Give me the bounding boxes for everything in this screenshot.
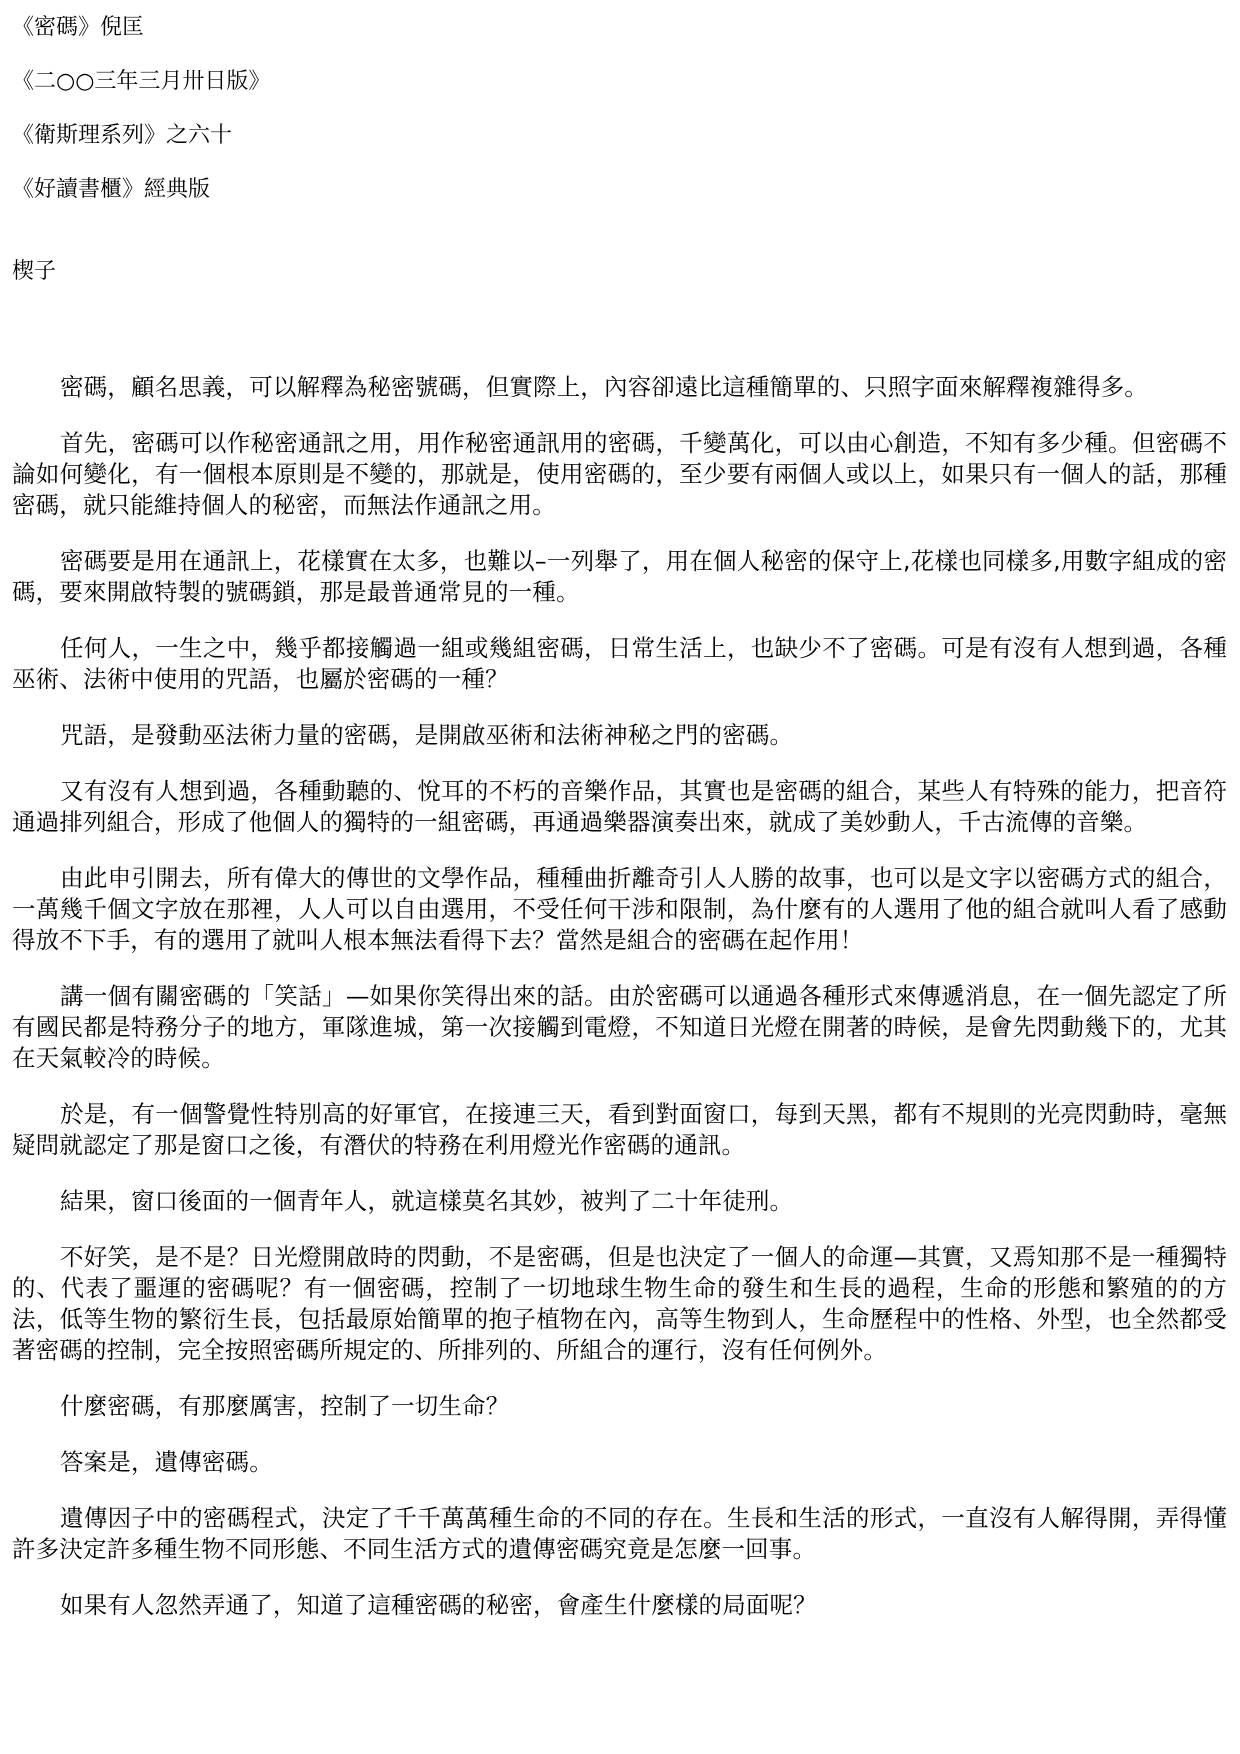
paragraph: 不好笑，是不是？日光燈開啟時的閃動，不是密碼，但是也決定了一個人的命運—其實，又焉知那不是一種獨特的、代表了噩運的密碼呢？有一個密碼，控制了一切地球生物生命的發生和生長的過程，生命的形態和繁殖的的方法，低等生物的繁衍生長，包括最原始簡單的抱子植物在內，高等生物到人，生命歷程中的性格、外型，也全然都受著密碼的控制，完全按照密碼所規定的、所排列的、所組合的運行，沒有任何例外。 bbox=[12, 1243, 1227, 1364]
collection-line: 《好讀書櫃》經典版 bbox=[12, 177, 211, 202]
edition-date-line: 《二○○三年三月卅日版》 bbox=[12, 69, 271, 94]
paragraph: 密碼要是用在通訊上，花樣實在太多，也難以–一列舉了，用在個人秘密的保守上,花樣也同樣多,用數字組成的密碼，要來開啟特製的號碼鎖，那是最普通常見的一種。 bbox=[12, 547, 1227, 606]
chapter-title: 楔子 bbox=[12, 259, 57, 284]
paragraph: 答案是，遺傳密碼。 bbox=[60, 1448, 273, 1476]
paragraph: 什麼密碼，有那麼厲害，控制了一切生命？ bbox=[60, 1392, 510, 1420]
paragraph: 如果有人忽然弄通了，知道了這種密碼的秘密，會產生什麼樣的局面呢？ bbox=[60, 1591, 817, 1619]
paragraph: 任何人，一生之中，幾乎都接觸過一組或幾組密碼，日常生活上，也缺少不了密碼。可是有沒有人想到過，各種巫術、法術中使用的咒語，也屬於密碼的一種？ bbox=[12, 634, 1227, 693]
paragraph: 結果，窗口後面的一個青年人，就這樣莫名其妙，被判了二十年徒刑。 bbox=[60, 1187, 794, 1215]
paragraph: 講一個有關密碼的「笑話」—如果你笑得出來的話。由於密碼可以通過各種形式來傳遞消息，在一個先認定了所有國民都是特務分子的地方，軍隊進城，第一次接觸到電燈，不知道日光燈在開著的時候，是會先閃動幾下的，尤其在天氣較冷的時候。 bbox=[12, 982, 1227, 1072]
paragraph: 於是，有一個警覺性特別高的好軍官，在接連三天，看到對面窗口，每到天黑，都有不規則的光亮閃動時，毫無疑問就認定了那是窗口之後，有潛伏的特務在利用燈光作密碼的通訊。 bbox=[12, 1100, 1227, 1159]
paragraph: 密碼，顧名思義，可以解釋為秘密號碼，但實際上，內容卻遠比這種簡單的、只照字面來解釋複雜得多。 bbox=[60, 373, 1148, 401]
paragraph: 咒語，是發動巫法術力量的密碼，是開啟巫術和法術神秘之門的密碼。 bbox=[60, 721, 794, 749]
paragraph: 又有沒有人想到過，各種動聽的、悅耳的不朽的音樂作品，其實也是密碼的組合，某些人有特殊的能力，把音符通過排列組合，形成了他個人的獨特的一組密碼，再通過樂器演奏出來，就成了美妙動人，千古流傳的音樂。 bbox=[12, 777, 1227, 836]
paragraph: 首先，密碼可以作秘密通訊之用，用作秘密通訊用的密碼，千變萬化，可以由心創造，不知有多少種。但密碼不論如何變化，有一個根本原則是不變的，那就是，使用密碼的，至少要有兩個人或以上，如果只有一個人的話，那種密碼，就只能維持個人的秘密，而無法作通訊之用。 bbox=[12, 429, 1227, 519]
body-text bbox=[12, 372, 1227, 1646]
book-title-line: 《密碼》倪匡 bbox=[12, 15, 145, 40]
paragraph: 遺傳因子中的密碼程式，決定了千千萬萬種生命的不同的存在。生長和生活的形式，一直沒有人解得開，弄得懂許多決定許多種生物不同形態、不同生活方式的遺傳密碼究竟是怎麼一回事。 bbox=[12, 1504, 1227, 1563]
series-line: 《衛斯理系列》之六十 bbox=[12, 123, 233, 148]
paragraph: 由此申引開去，所有偉大的傳世的文學作品，種種曲折離奇引人人勝的故事，也可以是文字以密碼方式的組合，一萬幾千個文字放在那裡，人人可以自由選用，不受任何干涉和限制，為什麼有的人選用了他的組合就叫人看了感動得放不下手，有的選用了就叫人根本無法看得下去？當然是組合的密碼在起作用！ bbox=[12, 864, 1227, 954]
